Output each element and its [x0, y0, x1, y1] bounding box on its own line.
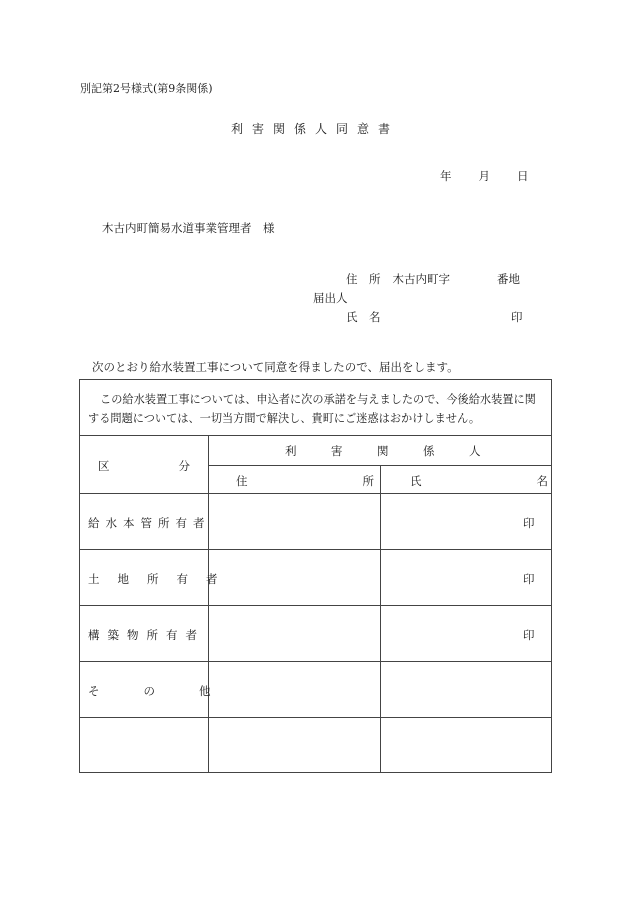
row-category-label: 構築物所有者	[88, 628, 205, 642]
header-address: 住 所	[236, 474, 374, 488]
statement-line-2: する問題については、一切当方間で解決し、貴町にご迷惑はおかけしません。	[88, 412, 481, 425]
header-category: 区 分	[98, 459, 190, 473]
form-number: 別記第2号様式(第9条関係)	[80, 82, 213, 95]
date-month: 月	[478, 169, 490, 183]
banchi-label: 番地	[497, 272, 520, 286]
row-category-label: そ の 他	[88, 684, 218, 698]
statement-line-1: この給水装置工事については、申込者に次の承諾を与えましたので、今後給水装置に関	[100, 393, 536, 406]
date-year: 年	[440, 169, 452, 183]
row-divider	[80, 717, 552, 718]
recipient: 木古内町簡易水道事業管理者 様	[102, 221, 275, 235]
row-seal: 印	[523, 572, 535, 586]
row-seal: 印	[523, 628, 535, 642]
consent-table	[79, 379, 552, 773]
date-day: 日	[517, 169, 529, 183]
address-label: 住 所	[346, 272, 381, 286]
applicant-role-label: 届出人	[313, 291, 348, 305]
header-name: 氏 名	[410, 474, 548, 488]
row-category-label: 給水本管所有者	[88, 516, 211, 530]
row-divider	[80, 605, 552, 606]
row-seal: 印	[523, 516, 535, 530]
header-subdivider	[208, 465, 552, 466]
date-line	[440, 168, 529, 184]
row-divider	[80, 493, 552, 494]
address-name-divider	[380, 465, 381, 773]
row-divider	[80, 549, 552, 550]
document-title: 利害関係人同意書	[230, 122, 399, 136]
intro-sentence: 次のとおり給水装置工事について同意を得ましたので、届出をします。	[92, 360, 459, 374]
row-category-label: 土地所有者	[88, 572, 236, 586]
applicant-address-row	[346, 271, 520, 287]
address-value: 木古内町字	[392, 272, 450, 286]
row-divider	[80, 661, 552, 662]
consent-statement	[80, 380, 551, 436]
applicant-name-label: 氏 名	[346, 310, 381, 324]
applicant-seal: 印	[511, 310, 523, 324]
header-interested-parties: 利 害 関 係 人	[285, 444, 481, 458]
